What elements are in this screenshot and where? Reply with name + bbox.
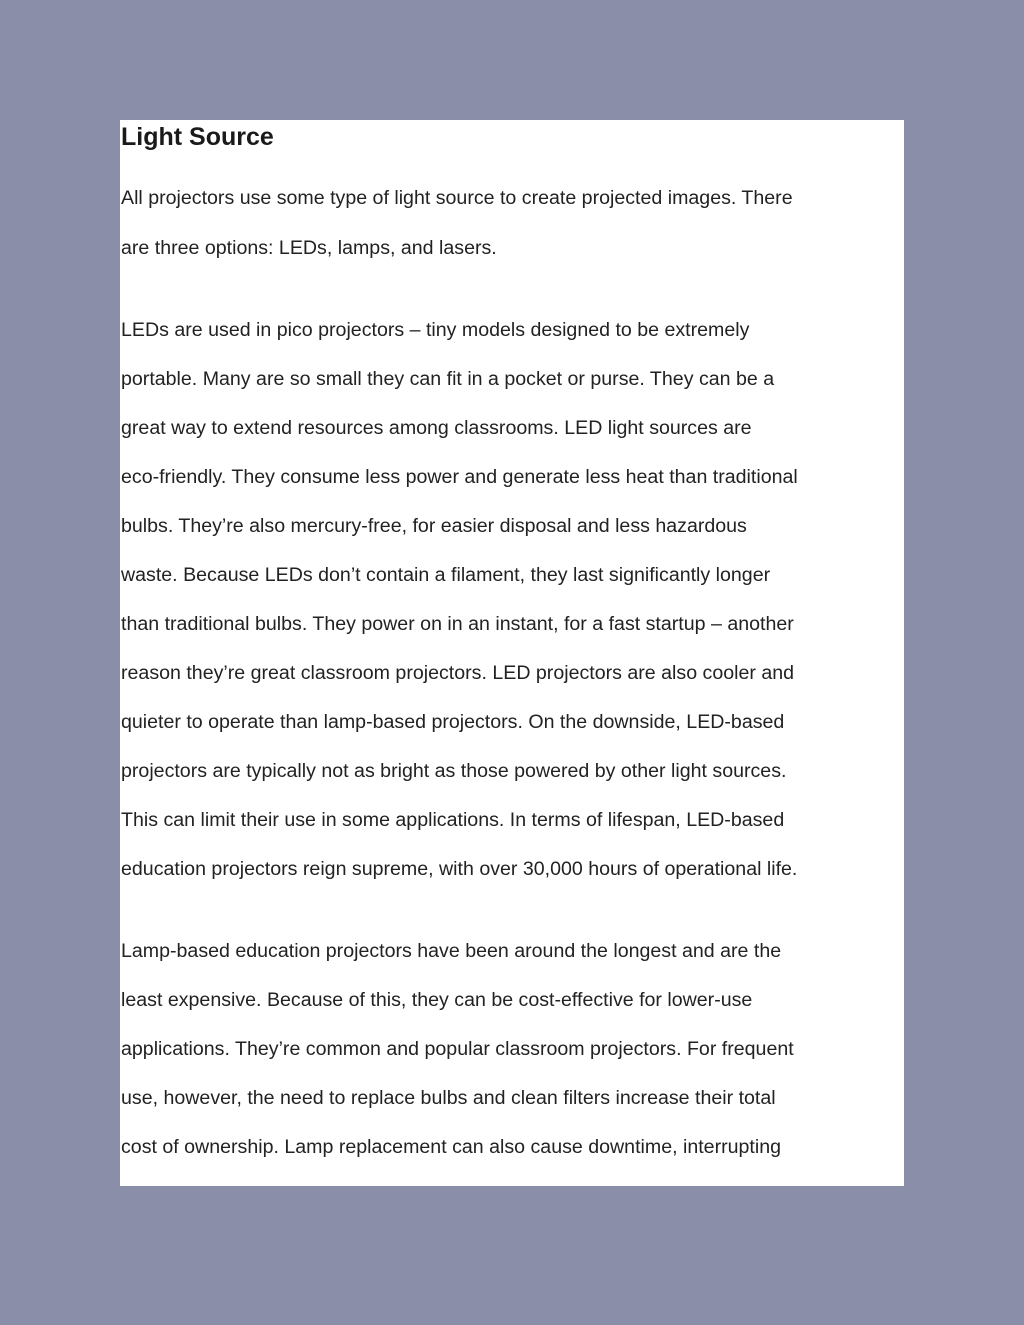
body-text-line: applications. They’re common and popular classroom projectors. For frequent	[121, 1038, 794, 1060]
body-text-line: portable. Many are so small they can fit in a pocket or purse. They can be a	[121, 368, 775, 390]
body-text-line: eco-friendly. They consume less power and generate less heat than traditional	[121, 466, 798, 488]
section-title: Light Source	[121, 123, 274, 151]
body-text-line: quieter to operate than lamp-based projectors. On the downside, LED-based	[121, 711, 785, 733]
body-text-line: Lamp-based education projectors have been around the longest and are the	[121, 940, 782, 962]
body-text-line: waste. Because LEDs don’t contain a filament, they last significantly longer	[121, 564, 771, 586]
body-text-line: cost of ownership. Lamp replacement can also cause downtime, interrupting	[121, 1136, 782, 1158]
body-text-line: great way to extend resources among classrooms. LED light sources are	[121, 417, 752, 439]
body-text-line: All projectors use some type of light source to create projected images. There	[121, 187, 793, 209]
body-text-line: LEDs are used in pico projectors – tiny models designed to be extremely	[121, 319, 750, 341]
body-text-line: education projectors reign supreme, with over 30,000 hours of operational life.	[121, 858, 798, 880]
body-text-line: This can limit their use in some applications. In terms of lifespan, LED-based	[121, 809, 785, 831]
body-text-line: are three options: LEDs, lamps, and lasers.	[121, 237, 497, 259]
body-text-line: use, however, the need to replace bulbs and clean filters increase their total	[121, 1087, 776, 1109]
document-page	[120, 120, 904, 1186]
body-text-line: projectors are typically not as bright as those powered by other light sources.	[121, 760, 787, 782]
body-text-line: reason they’re great classroom projectors. LED projectors are also cooler and	[121, 662, 795, 684]
body-text-line: least expensive. Because of this, they can be cost-effective for lower-use	[121, 989, 753, 1011]
body-text-line: bulbs. They’re also mercury-free, for easier disposal and less hazardous	[121, 515, 747, 537]
body-text-line: than traditional bulbs. They power on in an instant, for a fast startup – another	[121, 613, 794, 635]
